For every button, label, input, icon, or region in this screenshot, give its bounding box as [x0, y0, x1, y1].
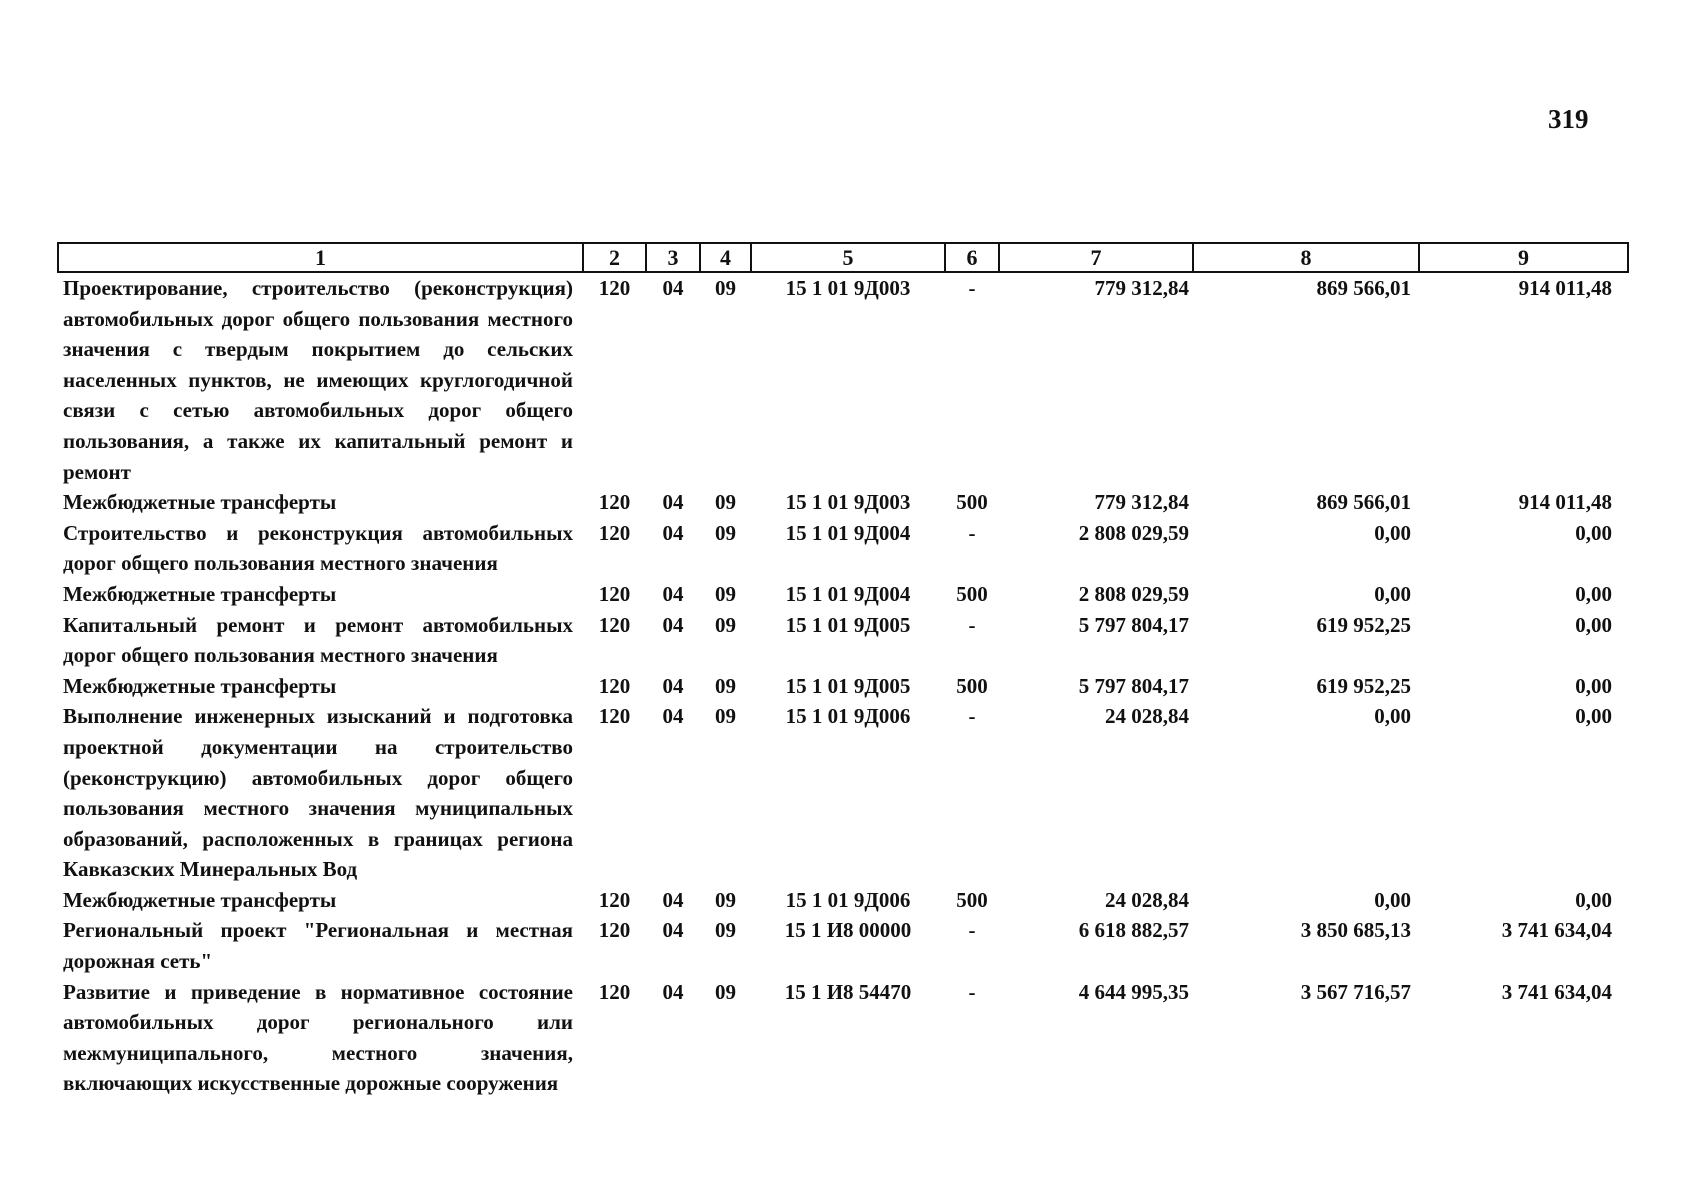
row-c7: 2 808 029,59: [1078, 520, 1189, 545]
row-c8: 0,00: [1374, 520, 1411, 545]
table-row: [58, 977, 1628, 1099]
row-c3: 04: [662, 887, 684, 912]
row-c4: 09: [715, 581, 736, 606]
header-col-9: 9: [1419, 243, 1628, 272]
header-col-4: 4: [700, 243, 751, 272]
row-c2: 120: [598, 887, 631, 912]
table-row: [58, 885, 1628, 916]
row-c3: 04: [662, 612, 684, 637]
row-name: Межбюджетные трансферты: [63, 581, 337, 606]
row-c8: 869 566,01: [1316, 276, 1411, 300]
row-c7: 24 028,84: [1105, 887, 1189, 912]
header-col-8: 8: [1193, 243, 1419, 272]
header-col-5: 5: [751, 243, 945, 272]
row-c8: 3 567 716,57: [1300, 979, 1411, 1004]
row-c3: 04: [662, 520, 684, 545]
row-c7: 6 618 882,57: [1078, 918, 1189, 943]
row-c9: 0,00: [1575, 887, 1612, 912]
row-c2: 120: [598, 612, 631, 637]
row-c8: 869 566,01: [1316, 490, 1411, 515]
row-c3: 04: [662, 979, 684, 1004]
row-c6: 500: [956, 673, 988, 698]
row-c2: 120: [598, 673, 631, 698]
table-row: [58, 610, 1628, 671]
row-c6: -: [968, 979, 976, 1004]
table-row: [58, 487, 1628, 518]
row-c7: 4 644 995,35: [1078, 979, 1189, 1004]
row-c9: 0,00: [1575, 704, 1612, 729]
row-c9: 0,00: [1575, 612, 1612, 637]
row-c6: -: [968, 520, 976, 545]
row-c2: 120: [598, 979, 631, 1004]
row-c5: 15 1 И8 00000: [784, 918, 912, 943]
row-c6: -: [968, 612, 976, 637]
row-c3: 04: [662, 490, 684, 515]
row-name: Развитие и приведение в нормативное состояние автомобильных дорог регионального или межмуниципального, местного значения, включающих искусственные дорожные сооружения: [63, 979, 573, 1096]
header-col-7: 7: [999, 243, 1193, 272]
header-row: [58, 243, 1628, 272]
row-c3: 04: [662, 673, 684, 698]
page-number: 319: [1548, 104, 1589, 134]
row-name: Межбюджетные трансферты: [63, 490, 337, 515]
row-c9: 914 011,48: [1518, 276, 1612, 300]
row-c2: 120: [598, 581, 631, 606]
table-row: [58, 518, 1628, 579]
table-row: [58, 915, 1628, 976]
row-c8: 3 850 685,13: [1300, 918, 1411, 943]
row-c8: 619 952,25: [1316, 612, 1411, 637]
row-c8: 0,00: [1374, 887, 1411, 912]
row-c8: 619 952,25: [1316, 673, 1411, 698]
row-c5: 15 1 И8 54470: [784, 979, 912, 1004]
header-col-3: 3: [646, 243, 700, 272]
row-c7: 779 312,84: [1094, 490, 1189, 515]
row-c5: 15 1 01 9Д003: [785, 276, 911, 300]
row-c5: 15 1 01 9Д004: [785, 520, 911, 545]
row-name: Проектирование, строительство (реконструкция) автомобильных дорог общего пользования местного значения с твердым покрытием до сельских населенных пунктов, не имеющих круглогодичной связи с сетью автомобильных дорог общего пользования, а также их капитальный ремонт и ремонт: [63, 276, 573, 484]
row-c7: 2 808 029,59: [1078, 581, 1189, 606]
row-c5: 15 1 01 9Д006: [785, 887, 911, 912]
row-name: Межбюджетные трансферты: [63, 673, 337, 698]
row-c2: 120: [598, 490, 631, 515]
row-c4: 09: [715, 276, 736, 300]
row-c4: 09: [715, 918, 736, 943]
row-c9: 0,00: [1575, 520, 1612, 545]
row-c7: 5 797 804,17: [1078, 612, 1189, 637]
header-col-6: 6: [945, 243, 999, 272]
row-name: Капитальный ремонт и ремонт автомобильных дорог общего пользования местного значения: [63, 612, 573, 668]
table-row: [58, 579, 1628, 610]
row-c5: 15 1 01 9Д005: [785, 673, 911, 698]
row-name: Межбюджетные трансферты: [63, 887, 337, 912]
row-c4: 09: [715, 673, 736, 698]
row-c9: 914 011,48: [1518, 490, 1612, 515]
row-c3: 04: [662, 918, 684, 943]
row-c2: 120: [598, 918, 631, 943]
row-name: Региональный проект "Региональная и местная дорожная сеть": [63, 918, 573, 974]
row-c6: 500: [956, 887, 988, 912]
row-c3: 04: [662, 581, 684, 606]
row-c9: 0,00: [1575, 673, 1612, 698]
table-row: [58, 272, 1628, 487]
row-c4: 09: [715, 612, 736, 637]
header-col-2: 2: [583, 243, 646, 272]
row-c7: 24 028,84: [1105, 704, 1189, 729]
table-header: [58, 243, 1628, 272]
row-c8: 0,00: [1374, 704, 1411, 729]
row-c7: 5 797 804,17: [1078, 673, 1189, 698]
row-c6: 500: [956, 581, 988, 606]
row-c6: -: [968, 276, 976, 300]
row-c6: 500: [956, 490, 988, 515]
table-body: [58, 272, 1628, 1099]
row-c6: -: [968, 704, 976, 729]
header-col-1: 1: [58, 243, 583, 272]
row-c8: 0,00: [1374, 581, 1411, 606]
row-c5: 15 1 01 9Д006: [785, 704, 911, 729]
row-c4: 09: [715, 887, 736, 912]
row-c9: 3 741 634,04: [1501, 979, 1612, 1004]
row-c2: 120: [598, 520, 631, 545]
row-c9: 0,00: [1575, 581, 1612, 606]
row-c2: 120: [598, 704, 631, 729]
row-c5: 15 1 01 9Д005: [785, 612, 911, 637]
row-c4: 09: [715, 520, 736, 545]
row-name: Выполнение инженерных изысканий и подготовка проектной документации на строительство (реконструкцию) автомобильных дорог общего пользования местного значения муниципальных образований, расположенных в границах региона Кавказских Минеральных Вод: [63, 704, 573, 882]
row-c4: 09: [715, 704, 736, 729]
row-c7: 779 312,84: [1094, 276, 1189, 300]
budget-table: [57, 242, 1629, 1099]
row-name: Строительство и реконструкция автомобильных дорог общего пользования местного значения: [63, 520, 573, 576]
row-c4: 09: [715, 979, 736, 1004]
row-c6: -: [968, 918, 976, 943]
row-c5: 15 1 01 9Д003: [785, 490, 911, 515]
row-c3: 04: [662, 704, 684, 729]
row-c9: 3 741 634,04: [1501, 918, 1612, 943]
row-c5: 15 1 01 9Д004: [785, 581, 911, 606]
table-row: [58, 671, 1628, 702]
row-c3: 04: [662, 276, 684, 300]
table-row: [58, 701, 1628, 885]
row-c2: 120: [598, 276, 631, 300]
row-c4: 09: [715, 490, 736, 515]
